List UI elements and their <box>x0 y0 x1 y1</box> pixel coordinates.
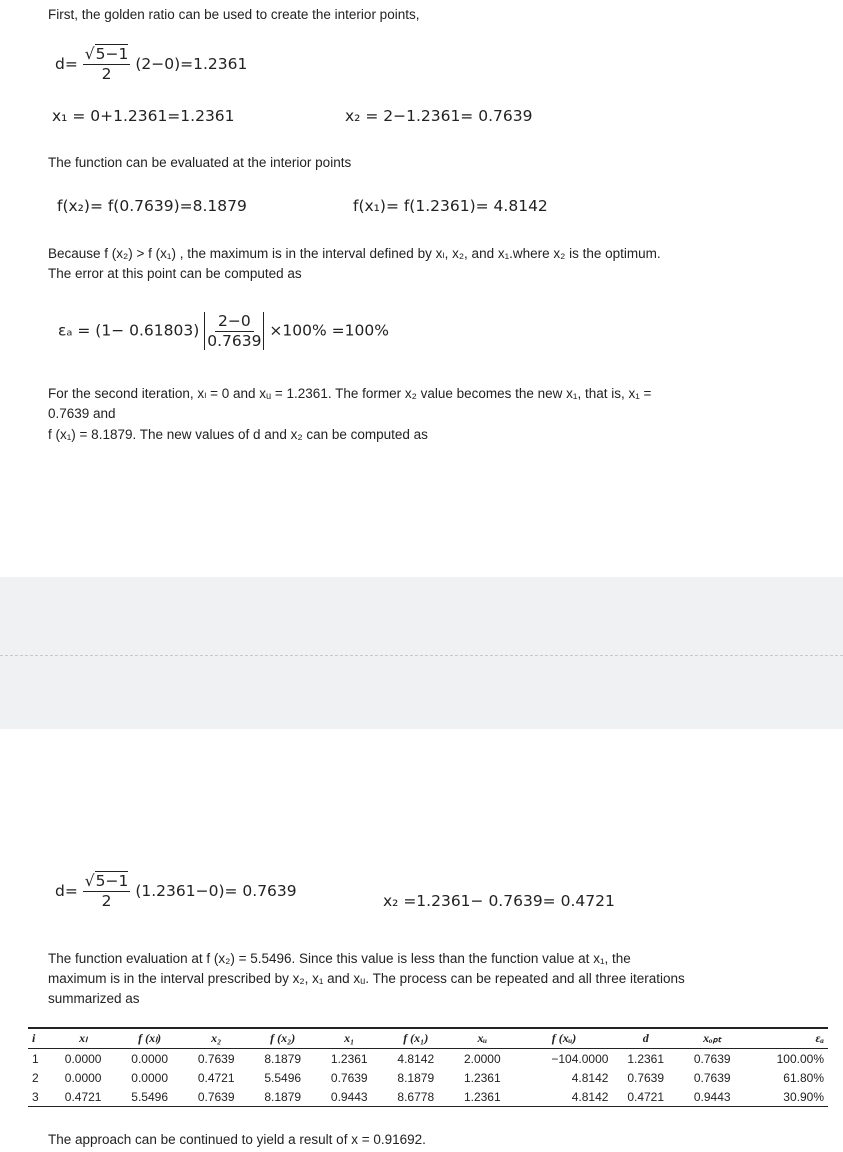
table-cell: 0.7639 <box>197 1051 235 1066</box>
table-row <box>28 1068 828 1087</box>
equation-x2: x₂ = 2−1.2361= 0.7639 <box>345 107 533 125</box>
eq-d2-rest: (1.2361−0)= 0.7639 <box>135 882 297 901</box>
second-iteration-line1: For the second iteration, xₗ = 0 and xᵤ = 1.2361. The former x₂ value becomes the new x₁, that is, x₁ = <box>48 386 652 401</box>
eq-err-numerator: 2−0 <box>215 312 254 332</box>
eq-err-denominator: 0.7639 <box>207 331 262 350</box>
eval2-line1: The function evaluation at f (x₂) = 5.5496. Since this value is less than the function value at x₁, the <box>48 951 631 966</box>
table-cell: 1.2361 <box>463 1070 501 1085</box>
equation-d-second <box>55 873 297 910</box>
table-cell: 0.0000 <box>64 1070 102 1085</box>
table-cell: 8.6778 <box>383 1087 450 1107</box>
col-header-xu: xᵤ <box>449 1028 516 1049</box>
eq-d1-numerator: 5−1 <box>95 45 129 63</box>
col-header-xl: xₗ <box>50 1028 117 1049</box>
equation-fx2: f(x₂)= f(0.7639)=8.1879 <box>57 197 247 215</box>
table-cell: 1 <box>32 1051 39 1066</box>
table-cell: 4.8142 <box>397 1051 435 1066</box>
conclusion-text: The approach can be continued to yield a result of x = 0.91692. <box>48 1132 426 1147</box>
because-text-line1: Because f (x₂) > f (x₁) , the maximum is in the interval defined by xₗ, x₂, and x₁.where x₂ is the optimum. <box>48 246 661 261</box>
table-cell: 0.7639 <box>330 1070 368 1085</box>
evaluate-text: The function can be evaluated at the interior points <box>48 155 352 170</box>
table-cell: 8.1879 <box>397 1070 435 1085</box>
col-header-d: d <box>612 1028 679 1049</box>
table-cell: 4.8142 <box>571 1070 609 1085</box>
col-header-xopt: xₒₚₜ <box>679 1028 746 1049</box>
table-cell: 0.4721 <box>50 1087 117 1107</box>
col-header-i: i <box>28 1028 50 1049</box>
eq-d2-numerator: 5−1 <box>95 872 129 890</box>
table-cell: 8.1879 <box>264 1051 302 1066</box>
table-cell: 2.0000 <box>463 1051 501 1066</box>
table-cell: 0.0000 <box>131 1070 168 1085</box>
equation-x1: x₁ = 0+1.2361=1.2361 <box>52 107 235 125</box>
eq-d2-denominator: 2 <box>101 891 112 910</box>
eq-err-rest: ×100% =100% <box>269 321 389 340</box>
iterations-table <box>28 1027 828 1107</box>
equation-x2-new: x₂ =1.2361− 0.7639= 0.4721 <box>383 892 615 910</box>
col-header-x2: x₂ <box>183 1028 250 1049</box>
table-cell: 100.00% <box>776 1051 824 1066</box>
table-row <box>28 1087 828 1107</box>
page-break-divider <box>0 655 843 656</box>
table-cell: −104.0000 <box>551 1051 609 1066</box>
table-cell: 0.9443 <box>316 1087 383 1107</box>
table-cell: 0.4721 <box>612 1087 679 1107</box>
eq-d1-rest: (2−0)=1.2361 <box>135 55 248 74</box>
table-cell: 3 <box>28 1087 50 1107</box>
table-cell: 4.8142 <box>516 1087 613 1107</box>
col-header-ea: εₐ <box>745 1028 828 1049</box>
table-cell: 1.2361 <box>449 1087 516 1107</box>
col-header-fxu: f (xᵤ) <box>516 1028 613 1049</box>
equation-error <box>58 312 389 350</box>
col-header-fx2: f (x₂) <box>249 1028 316 1049</box>
col-header-fxl: f (xₗ) <box>116 1028 183 1049</box>
second-iteration-line2: 0.7639 and <box>48 406 116 421</box>
col-header-x1: x₁ <box>316 1028 383 1049</box>
table-cell: 1.2361 <box>330 1051 368 1066</box>
eval2-line2: maximum is in the interval prescribed by x₂, x₁ and xᵤ. The process can be repeated and all three iterations <box>48 971 685 986</box>
second-iteration-line3: f (x₁) = 8.1879. The new values of d and x₂ can be computed as <box>48 427 428 442</box>
table-cell: 8.1879 <box>249 1087 316 1107</box>
table-cell: 30.90% <box>745 1087 828 1107</box>
table-cell: 1.2361 <box>627 1051 665 1066</box>
table-cell: 61.80% <box>783 1070 824 1085</box>
table-header-row <box>28 1028 828 1049</box>
table-cell: 2 <box>32 1070 39 1085</box>
table-cell: 0.7639 <box>693 1070 731 1085</box>
intro-text: First, the golden ratio can be used to create the interior points, <box>48 7 420 22</box>
eq-err-lhs: εₐ = (1− 0.61803) <box>58 321 200 340</box>
table-cell: 0.9443 <box>679 1087 746 1107</box>
table-cell: 0.7639 <box>627 1070 665 1085</box>
table-row <box>28 1049 828 1069</box>
page-break-gap <box>0 577 843 729</box>
eq-err-abs-fraction <box>204 312 264 350</box>
table-cell: 0.0000 <box>131 1051 168 1066</box>
table-cell: 0.7639 <box>183 1087 250 1107</box>
eq-d2-lhs: d= <box>55 882 78 901</box>
eq-d1-lhs: d= <box>55 55 78 74</box>
because-text-line2: The error at this point can be computed as <box>48 266 302 281</box>
equation-fx1: f(x₁)= f(1.2361)= 4.8142 <box>353 197 548 215</box>
table-cell: 5.5496 <box>264 1070 302 1085</box>
table-cell: 5.5496 <box>116 1087 183 1107</box>
table-cell: 0.0000 <box>64 1051 102 1066</box>
equation-d-first <box>55 46 247 83</box>
table-cell: 0.4721 <box>197 1070 235 1085</box>
eq-d1-fraction: $\frac{√5-1}{2}$ <box>84 45 129 83</box>
eq-d2-fraction: $\frac{√5-1}{2}$ <box>84 872 129 910</box>
eq-d1-denominator: 2 <box>101 64 112 83</box>
table-cell: 0.7639 <box>693 1051 731 1066</box>
eval2-line3: summarized as <box>48 991 140 1006</box>
col-header-fx1: f (x₁) <box>383 1028 450 1049</box>
